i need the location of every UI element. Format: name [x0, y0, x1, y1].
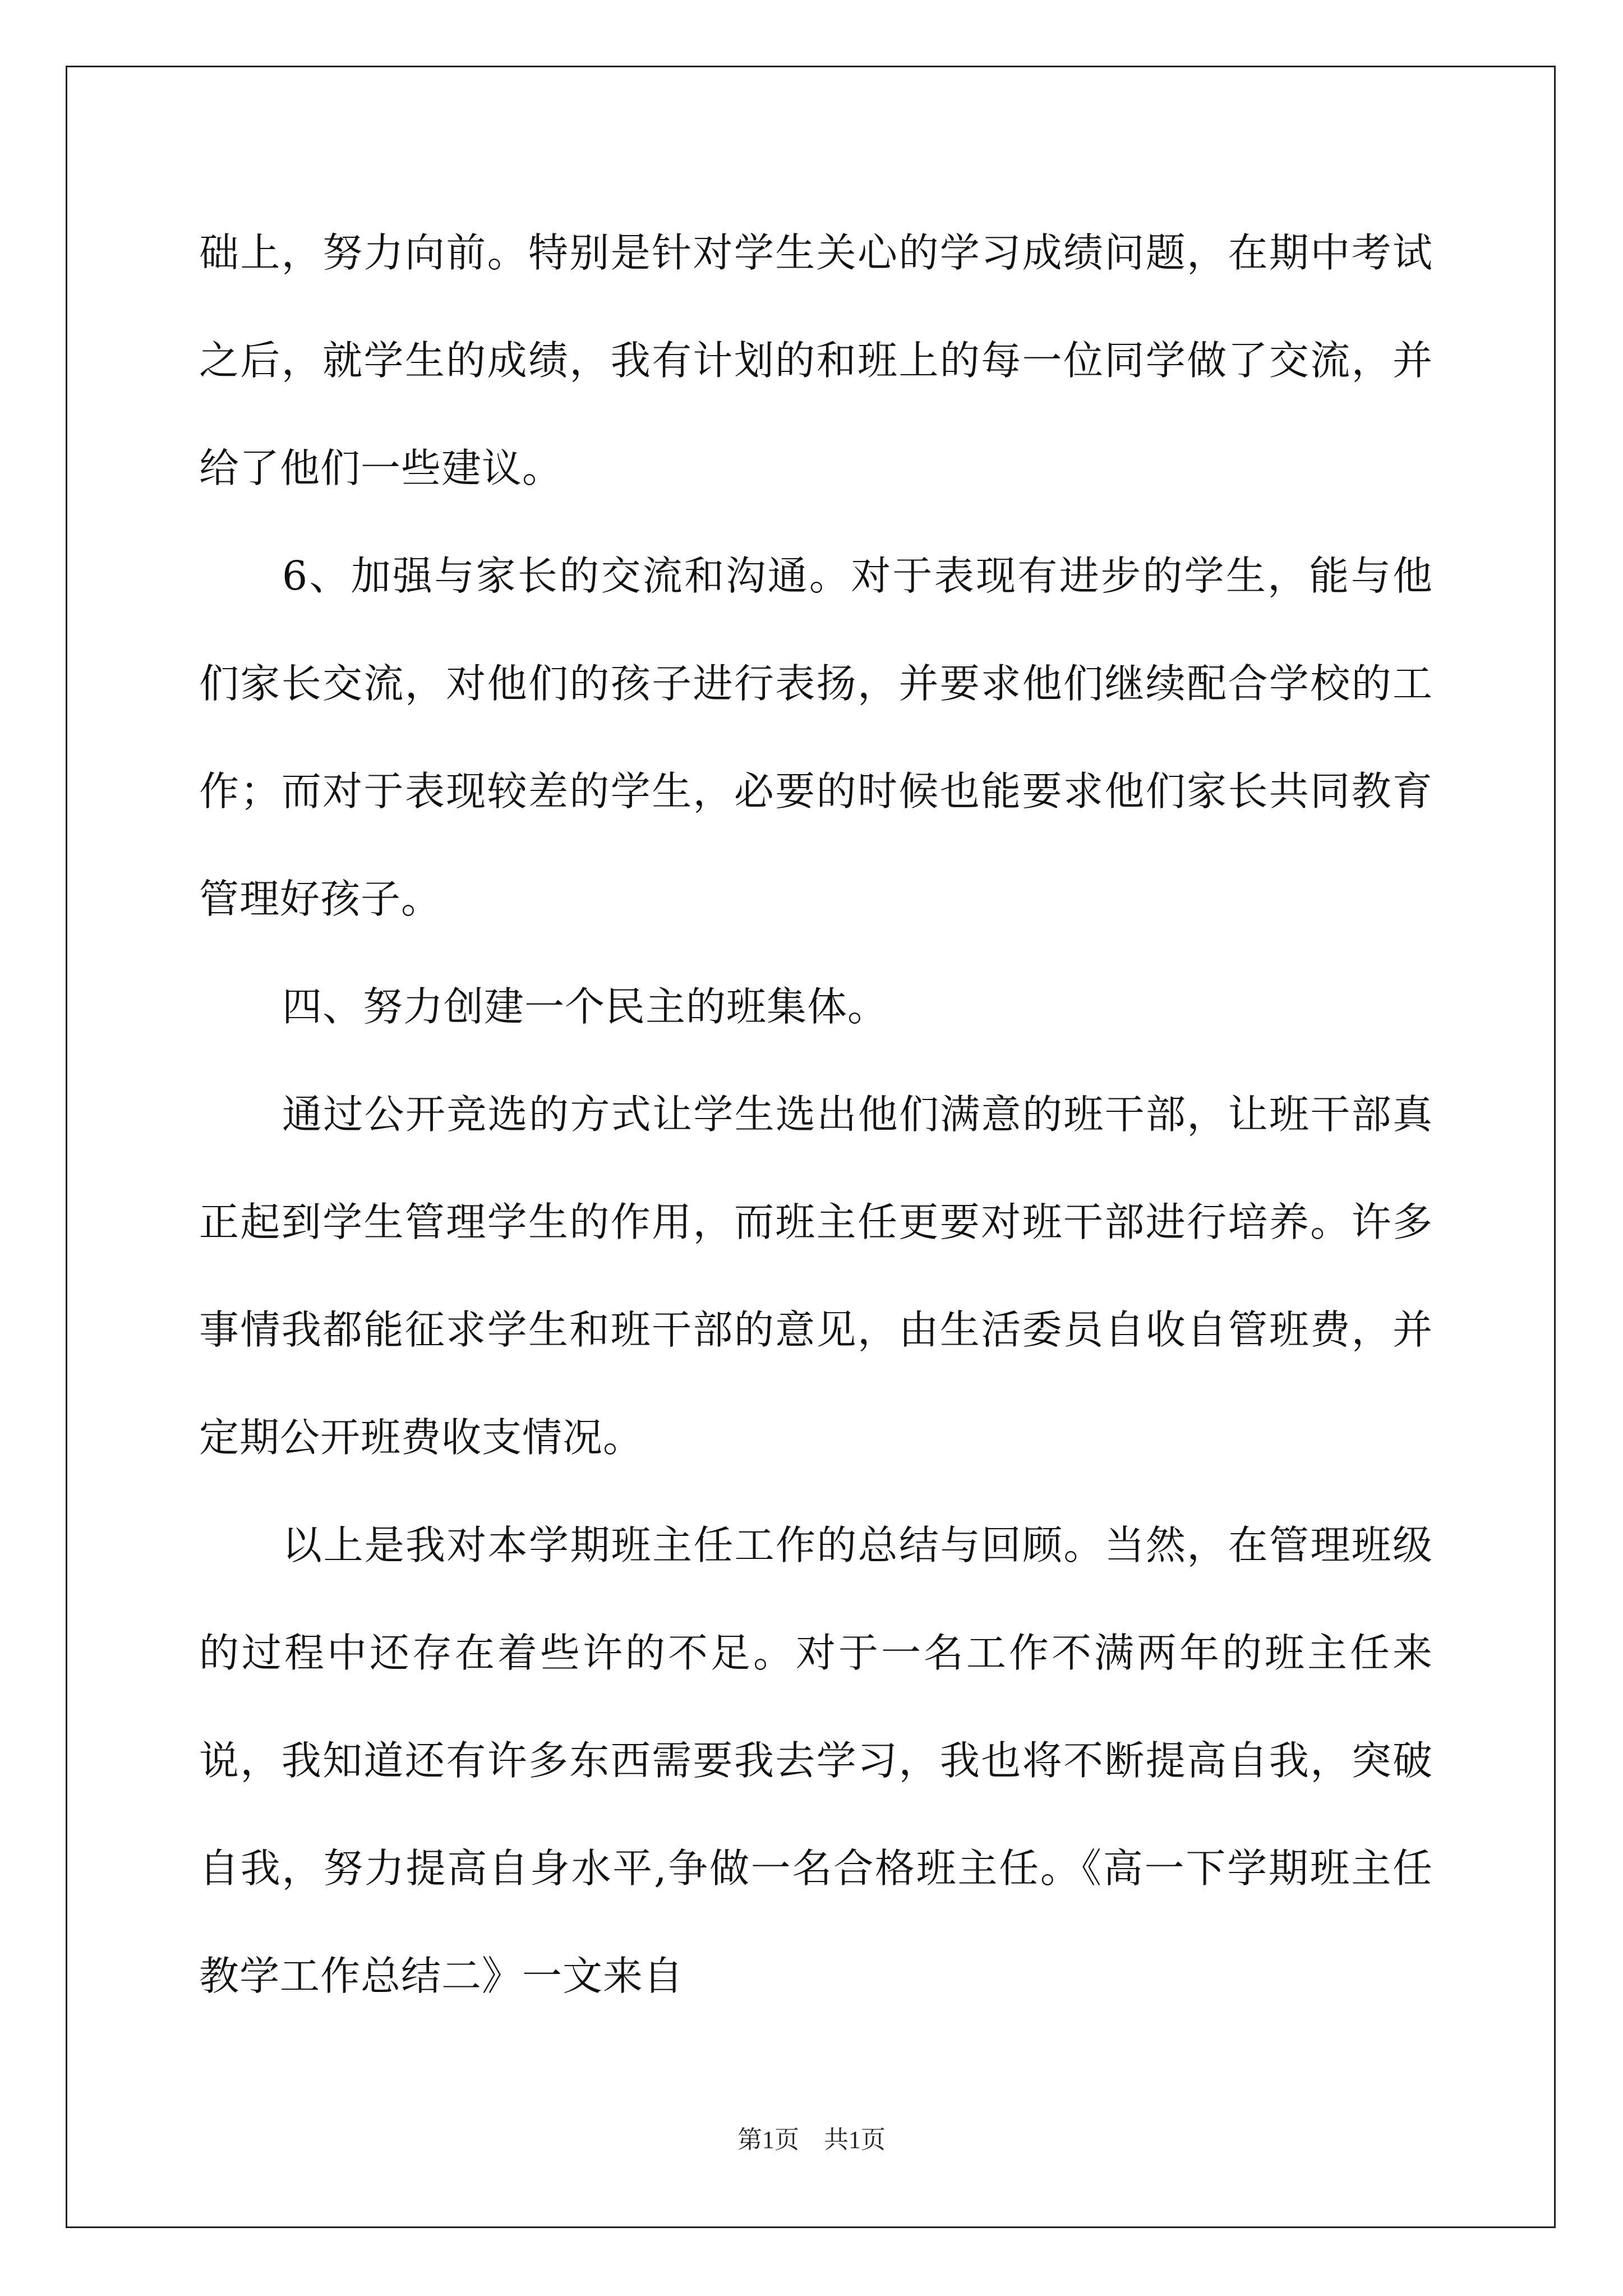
paragraph-3: 四、努力创建一个民主的班集体。 [282, 983, 888, 1030]
page-number-footer: 第1页 共1页 [737, 2126, 886, 2154]
paragraph-5: 以上是我对本学期班主任工作的总结与回顾。当然，在管理班级的过程中还存在着些许的不足。对于一名工作不满两年的班主任来说，我知道还有许多东西需要我去学习，我也将不断提高自我，突破自我，努力提高自身水平,争做一名合格班主任。《高一下学期班主任教学工作总结二》一文来自 [199, 1522, 1433, 1999]
paragraph-1: 础上，努力向前。特别是针对学生关心的学习成绩问题，在期中考试之后，就学生的成绩，我有计划的和班上的每一位同学做了交流，并给了他们一些建议。 [199, 229, 1433, 491]
paragraph-2: 6、加强与家长的交流和沟通。对于表现有进步的学生，能与他们家长交流，对他们的孩子进行表扬，并要求他们继续配合学校的工作；而对于表现较差的学生，必要的时候也能要求他们家长共同教育管理好孩子。 [199, 553, 1433, 922]
paragraph-4: 通过公开竞选的方式让学生选出他们满意的班干部，让班干部真正起到学生管理学生的作用，而班主任更要对班干部进行培养。许多事情我都能征求学生和班干部的意见，由生活委员自收自管班费，并定期公开班费收支情况。 [199, 1091, 1433, 1461]
document-body [199, 199, 1433, 2030]
